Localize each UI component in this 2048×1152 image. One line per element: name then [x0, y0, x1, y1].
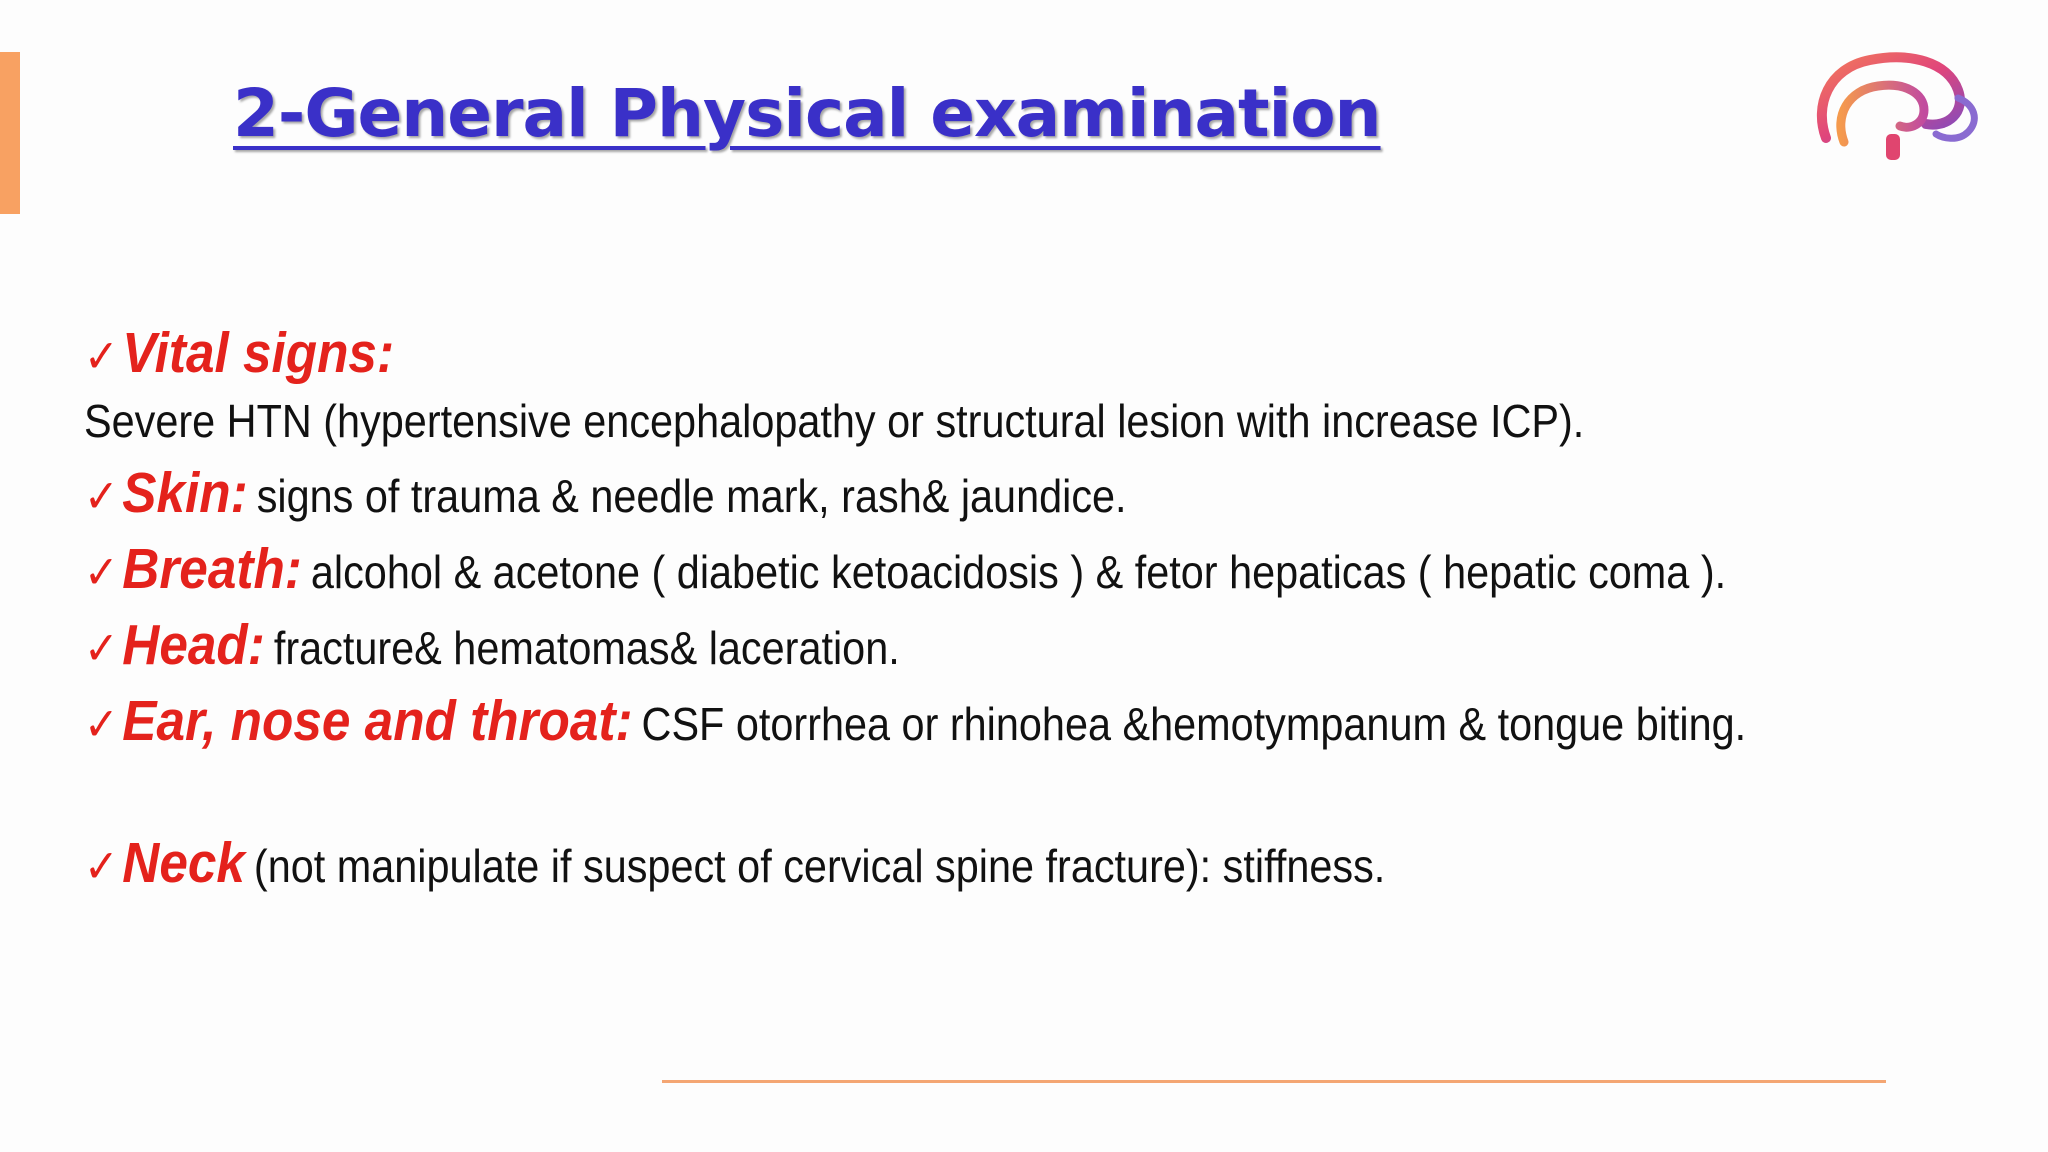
- checkmark-icon: ✓: [84, 545, 119, 599]
- brain-logo-icon: [1808, 46, 1988, 170]
- list-item-vital-signs-detail: [84, 394, 1584, 448]
- item-description: fracture& hematomas& laceration.: [273, 622, 900, 674]
- item-label: Vital signs:: [122, 321, 395, 385]
- item-label: Head:: [122, 613, 265, 677]
- bottom-divider: [662, 1080, 1886, 1083]
- list-item-breath: [84, 536, 1726, 602]
- accent-bar: [0, 52, 20, 214]
- list-item-head: [84, 612, 900, 678]
- checkmark-icon: ✓: [84, 621, 119, 675]
- item-description: signs of trauma & needle mark, rash& jaundice.: [256, 470, 1127, 522]
- checkmark-icon: ✓: [84, 839, 119, 893]
- list-item-ent: [84, 688, 1746, 754]
- slide-title: 2-General Physical examination: [233, 75, 1381, 152]
- checkmark-icon: ✓: [84, 469, 119, 523]
- list-item-neck: [84, 830, 1385, 896]
- item-description: alcohol & acetone ( diabetic ketoacidosis ) & fetor hepaticas ( hepatic coma ).: [310, 546, 1727, 598]
- list-item-skin: [84, 460, 1127, 526]
- checkmark-icon: ✓: [84, 697, 119, 751]
- item-label: Breath:: [122, 537, 302, 601]
- item-label: Skin:: [122, 461, 248, 525]
- checkmark-icon: ✓: [84, 329, 119, 383]
- item-description: CSF otorrhea or rhinohea &hemotympanum & tongue biting.: [641, 698, 1747, 750]
- item-label: Neck: [122, 831, 245, 895]
- item-label: Ear, nose and throat:: [122, 689, 633, 753]
- list-item-vital-signs: [84, 320, 403, 386]
- item-description: (not manipulate if suspect of cervical spine fracture): stiffness.: [253, 840, 1386, 892]
- item-description: Severe HTN (hypertensive encephalopathy or structural lesion with increase ICP).: [84, 395, 1585, 447]
